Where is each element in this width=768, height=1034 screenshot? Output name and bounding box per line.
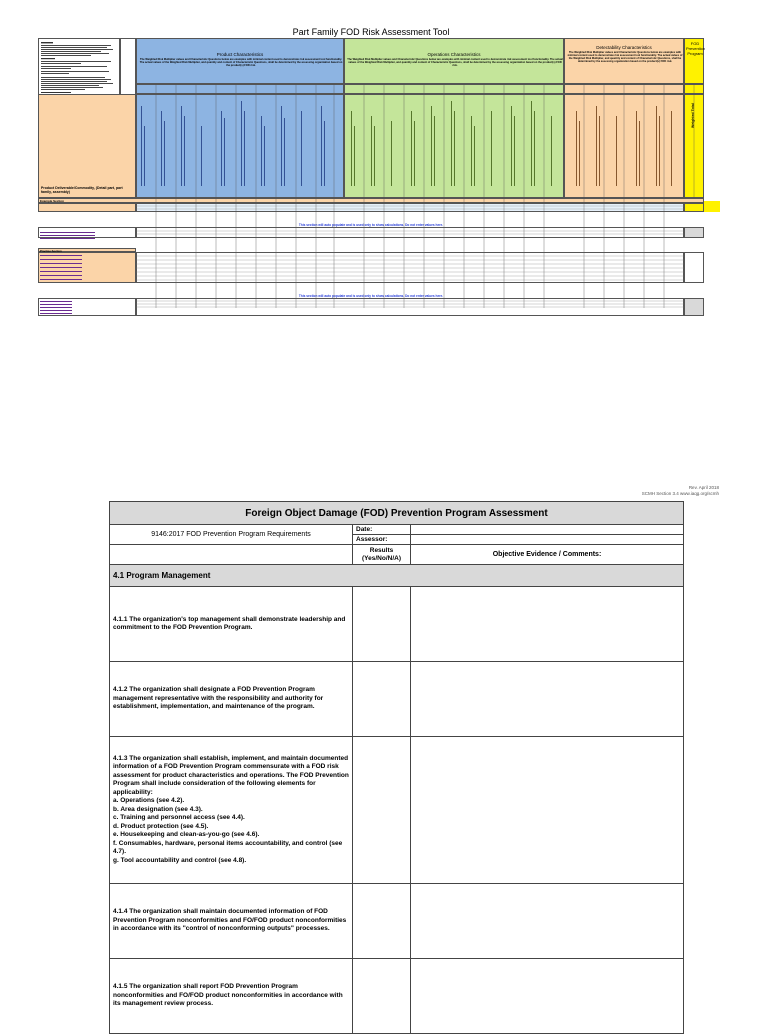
operations-header-desc: The Weighted Risk Multiplier values and Characteristic Questions below are examples with minimal content used to demonstrate risk assessment tool functionality. The actual values of the Weighted Risk Multiplier, and quantity and content of Characteristic Questions, shall be determined by the assessing organization based on the product(s) FOD risk. [347, 58, 563, 67]
result-cell-4-1-4[interactable] [353, 884, 411, 959]
requirement-4-1-1: 4.1.1 The organization's top management shall demonstrate leadership and commitment to the FOD Prevention Program. [110, 587, 353, 662]
practice-section-label: Practice Section [40, 248, 62, 253]
detectability-header-label: Detectability Characteristics [596, 45, 652, 50]
result-cell-4-1-2[interactable] [353, 662, 411, 737]
detectability-header-desc: The Weighted Risk Multiplier values and Characteristic Questions below are examples with minimal content used to demonstrate risk assessment tool functionality. The actual values of the Weighted Risk Multiplier, and quantity and content of Characteristic Questions, shall be determined by the assessing organization based on the product(s) FOD risk. [567, 51, 683, 63]
auto-populate-note-2: This section will auto populate and is used only to show calculations. Do not enter values here. [298, 294, 444, 298]
risk-grid [38, 38, 704, 308]
assessor-label: Assessor: [353, 535, 411, 545]
requirement-4-1-5: 4.1.5 The organization shall report FOD Prevention Program nonconformities and FO/FOD product nonconformities in accordance with its management review process. [110, 959, 353, 1034]
auto-populate-note-1: This section will auto populate and is used only to show calculations. Do not enter values here. [298, 223, 444, 227]
requirement-4-1-2: 4.1.2 The organization shall designate a FOD Prevention Program management representative with the responsibility and authority for establishment, implementation, and maintenance of the program. [110, 662, 353, 737]
evidence-cell-4-1-2[interactable] [411, 662, 684, 737]
assessor-field[interactable] [411, 535, 684, 545]
revision-date: Rev. April 2018 [688, 485, 719, 490]
result-cell-4-1-5[interactable] [353, 959, 411, 1034]
evidence-cell-4-1-4[interactable] [411, 884, 684, 959]
risk-assessment-sheet [38, 27, 704, 309]
weighted-total-label: Weighted Total [691, 103, 695, 128]
prevention-header-label: FOD Prevention Program [686, 41, 706, 56]
requirement-4-1-4: 4.1.4 The organization shall maintain documented information of FOD Prevention Program nonconformities and FO/FOD product nonconformities in accordance with its "control of nonconforming outputs" processes. [110, 884, 353, 959]
operations-header-label: Operations Characteristics [427, 52, 481, 57]
evidence-header: Objective Evidence / Comments: [411, 545, 684, 565]
assessment-title: Foreign Object Damage (FOD) Prevention Program Assessment [110, 502, 684, 525]
grid-lines [38, 38, 704, 308]
product-header-desc: The Weighted Risk Multiplier values and Characteristic Questions below are examples with minimal content used to demonstrate risk assessment tool functionality. The actual values of the Weighted Risk Multiplier, and quantity and content of Characteristic Questions, shall be determined by the assessing organization based on the product(s) FOD risk. [139, 58, 343, 67]
result-cell-4-1-3[interactable] [353, 737, 411, 884]
evidence-cell-4-1-5[interactable] [411, 959, 684, 1034]
example-risk-flags [704, 201, 720, 212]
example-section-label: Example Section [40, 199, 65, 203]
commodity-label: Product Deliverable/Commodity, (Detail part, part family, assembly) [41, 186, 123, 194]
product-header-label: Product Characteristics [216, 52, 264, 57]
risk-tool-title: Part Family FOD Risk Assessment Tool [292, 27, 450, 37]
date-label: Date: [353, 525, 411, 535]
evidence-cell-4-1-3[interactable] [411, 737, 684, 884]
results-header: Results (Yes/No/N/A) [353, 545, 411, 565]
requirements-header: 9146:2017 FOD Prevention Program Requirements [110, 525, 353, 545]
revision-note [642, 485, 719, 497]
requirement-4-1-3: 4.1.3 The organization shall establish, implement, and maintain documented information of a FOD Prevention Program commensurate with a FOD risk assessment for product characteristics and operations. The FOD Prevention Program shall include consideration of the following elements for applicability: a. Operations (see 4.2). b. Area designation (see 4.3). c. Training and personnel access (see 4.4). d. Product protection (see 4.5). e. Housekeeping and clean-as-you-go (see 4.6). f. Consumables, hardware, personal items accountability, and control (see 4.7). g. Tool accountability and control (see 4.8). [110, 737, 353, 884]
date-field[interactable] [411, 525, 684, 535]
header-spacer [110, 545, 353, 565]
assessment-table [109, 501, 684, 1034]
revision-reference: SCMH Section 3.4 www.iaqg.org/scmh [641, 491, 719, 496]
evidence-cell-4-1-1[interactable] [411, 587, 684, 662]
result-cell-4-1-1[interactable] [353, 587, 411, 662]
section-program-management: 4.1 Program Management [110, 565, 684, 587]
